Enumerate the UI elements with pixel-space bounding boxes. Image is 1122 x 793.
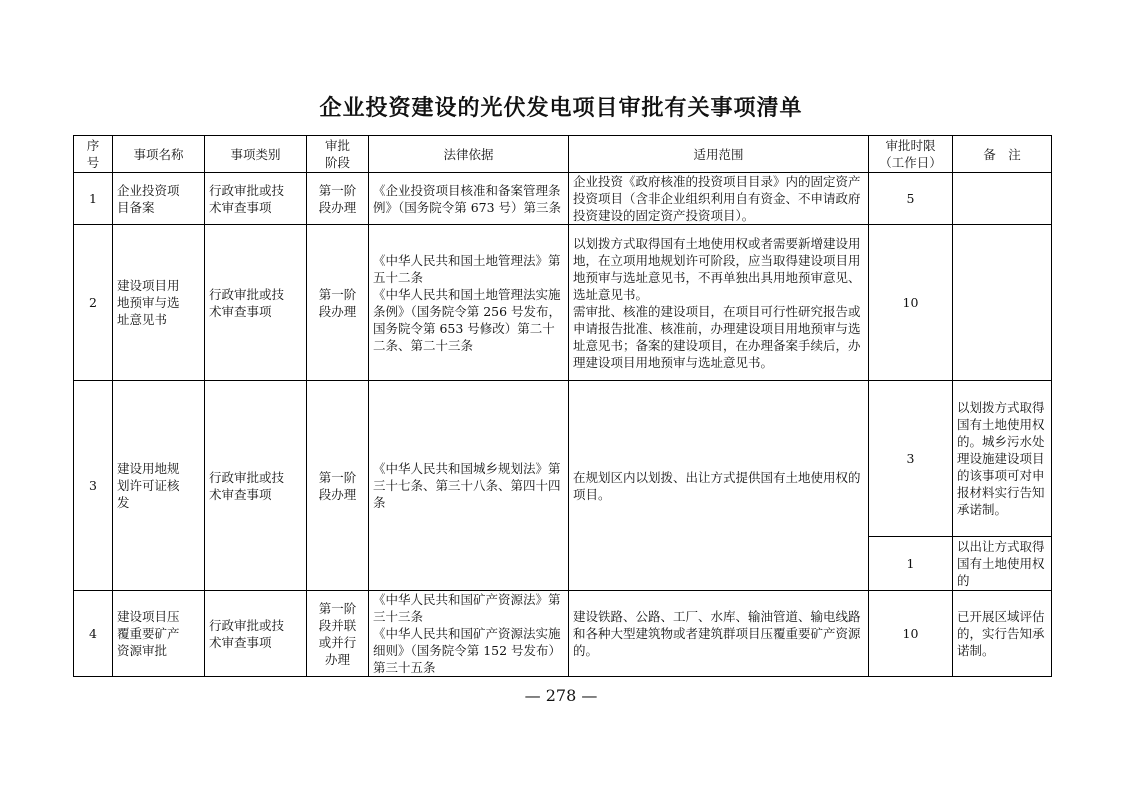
header-stage: 审批 阶段 [307, 136, 369, 173]
header-basis: 法律依据 [369, 136, 569, 173]
table-header-row [74, 136, 1052, 173]
cell-category: 行政审批或技 术审查事项 [205, 381, 307, 591]
table-row [74, 173, 1052, 225]
header-index: 序 号 [74, 136, 113, 173]
header-remarks: 备 注 [953, 136, 1052, 173]
cell-remarks: 以划拨方式取得国有土地使用权的。城乡污水处理设施建设项目的该事项可对申报材料实行告知承诺制。 [953, 381, 1052, 537]
cell-remarks: 已开展区域评估的，实行告知承诺制。 [953, 591, 1052, 677]
cell-stage: 第一阶 段并联 或并行 办理 [307, 591, 369, 677]
cell-remarks: 以出让方式取得国有土地使用权的 [953, 537, 1052, 591]
cell-category: 行政审批或技 术审查事项 [205, 173, 307, 225]
cell-scope: 以划拨方式取得国有土地使用权或者需要新增建设用地，在立项用地规划许可阶段，应当取得建设项目用地预审与选址意见书，不再单独出具用地预审意见、选址意见书。 需审批、核准的建设项目，在项目可行性研究报告或申请报告批准、核准前，办理建设项目用地预审与选址意见书；备案的建设项目，在办理备案手续后，办理建设项目用地预审与选址意见书。 [569, 225, 869, 381]
cell-basis: 《中华人民共和国矿产资源法》第三十三条 《中华人民共和国矿产资源法实施细则》（国务院令第 152 号发布）第三十五条 [369, 591, 569, 677]
cell-time-limit: 10 [869, 225, 953, 381]
table-row [74, 381, 1052, 537]
cell-basis: 《中华人民共和国城乡规划法》第三十七条、第三十八条、第四十四条 [369, 381, 569, 591]
cell-basis: 《企业投资项目核准和备案管理条例》（国务院令第 673 号）第三条 [369, 173, 569, 225]
cell-stage: 第一阶 段办理 [307, 225, 369, 381]
header-name: 事项名称 [113, 136, 205, 173]
cell-time-limit: 3 [869, 381, 953, 537]
cell-scope: 企业投资《政府核准的投资项目目录》内的固定资产投资项目（含非企业组织利用自有资金、不申请政府投资建设的固定资产投资项目）。 [569, 173, 869, 225]
page-number: — 278 — [524, 686, 598, 705]
cell-name: 建设项目压 覆重要矿产 资源审批 [113, 591, 205, 677]
cell-basis: 《中华人民共和国土地管理法》第五十二条 《中华人民共和国土地管理法实施条例》（国务院令第 256 号发布，国务院令第 653 号修改）第二十二条、第二十三条 [369, 225, 569, 381]
cell-name: 建设项目用 地预审与选 址意见书 [113, 225, 205, 381]
header-category: 事项类别 [205, 136, 307, 173]
header-time-limit: 审批时限 （工作日） [869, 136, 953, 173]
cell-time-limit: 1 [869, 537, 953, 591]
header-scope: 适用范围 [569, 136, 869, 173]
cell-scope: 建设铁路、公路、工厂、水库、输油管道、输电线路和各种大型建筑物或者建筑群项目压覆重要矿产资源的。 [569, 591, 869, 677]
cell-remarks [953, 225, 1052, 381]
cell-index: 1 [74, 173, 113, 225]
cell-scope: 在规划区内以划拨、出让方式提供国有土地使用权的项目。 [569, 381, 869, 591]
cell-stage: 第一阶 段办理 [307, 381, 369, 591]
cell-time-limit: 5 [869, 173, 953, 225]
cell-time-limit: 10 [869, 591, 953, 677]
cell-remarks [953, 173, 1052, 225]
table-row [74, 225, 1052, 381]
cell-stage: 第一阶 段办理 [307, 173, 369, 225]
cell-category: 行政审批或技 术审查事项 [205, 225, 307, 381]
cell-category: 行政审批或技 术审查事项 [205, 591, 307, 677]
cell-index: 4 [74, 591, 113, 677]
table-row [74, 591, 1052, 677]
cell-name: 建设用地规 划许可证核 发 [113, 381, 205, 591]
cell-index: 2 [74, 225, 113, 381]
document-title: 企业投资建设的光伏发电项目审批有关事项清单 [319, 96, 803, 121]
cell-index: 3 [74, 381, 113, 591]
approval-items-table [73, 135, 1052, 677]
cell-name: 企业投资项 目备案 [113, 173, 205, 225]
